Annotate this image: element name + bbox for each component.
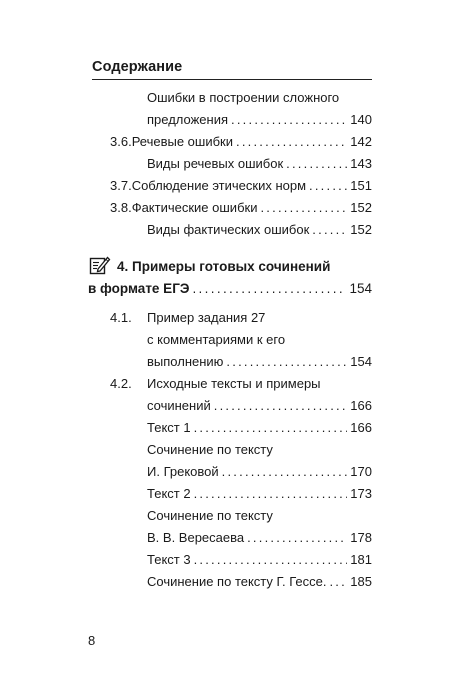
toc-entry[interactable]	[110, 134, 372, 150]
toc-entry[interactable]	[147, 156, 372, 172]
toc-entry[interactable]	[147, 420, 372, 436]
toc-entry[interactable]	[147, 552, 372, 568]
leader-dots	[312, 222, 347, 238]
toc-page-number: 152	[350, 222, 372, 237]
toc-entry-label: Соблюдение этических норм	[131, 178, 307, 193]
toc-page-number: 140	[350, 112, 372, 127]
leader-dots	[231, 112, 347, 128]
toc-entry[interactable]	[147, 354, 372, 370]
toc-entry-label: в формате ЕГЭ	[88, 281, 190, 296]
toc-page-number: 178	[350, 530, 372, 545]
toc-entry-text: Сочинение по тексту	[147, 508, 273, 523]
leader-dots	[329, 574, 347, 590]
leader-dots	[214, 398, 348, 414]
notepad-pencil-icon	[89, 254, 111, 276]
leader-dots	[222, 464, 348, 480]
toc-entry[interactable]	[147, 398, 372, 414]
toc-entry[interactable]	[147, 464, 372, 480]
leader-dots	[260, 200, 347, 216]
toc-entry-label: выполнению	[147, 354, 224, 369]
leader-dots	[194, 486, 348, 502]
toc-page-number: 152	[350, 200, 372, 215]
toc-entry[interactable]	[147, 112, 372, 128]
toc-entry[interactable]	[110, 200, 372, 216]
toc-entry-number: 3.6.	[110, 134, 132, 149]
leader-dots	[247, 530, 347, 546]
toc-entry-label: И. Грековой	[147, 464, 219, 479]
toc-entry-label: Текст 2	[147, 486, 191, 501]
header-divider	[92, 79, 372, 80]
toc-entry-label: Сочинение по тексту Г. Гессе.	[147, 574, 327, 589]
toc-page-number: 142	[350, 134, 372, 149]
toc-page-number: 154	[349, 281, 372, 296]
leader-dots	[194, 420, 348, 436]
toc-page-number: 170	[350, 464, 372, 479]
toc-entry-label: Виды фактических ошибок	[147, 222, 310, 237]
toc-entry-text: Ошибки в построении сложного	[147, 90, 340, 105]
toc-page-number: 151	[350, 178, 372, 193]
running-header-title: Содержание	[92, 59, 183, 75]
toc-page-number: 185	[350, 574, 372, 589]
toc-page-number: 181	[350, 552, 372, 567]
toc-entry-label: Текст 3	[147, 552, 191, 567]
toc-entry-number: 4.1.	[110, 310, 132, 325]
leader-dots	[226, 354, 347, 370]
leader-dots	[286, 156, 347, 172]
toc-entry-label: В. В. Вересаева	[147, 530, 245, 545]
toc-page-number: 166	[350, 420, 372, 435]
toc-entry-number: 3.7.	[110, 178, 132, 193]
section-heading: 4. Примеры готовых сочинений	[117, 259, 331, 274]
toc-page-number: 173	[350, 486, 372, 501]
toc-entry-label: Речевые ошибки	[131, 134, 233, 149]
toc-entry-label: предложения	[147, 112, 229, 127]
toc-entry[interactable]	[110, 178, 372, 194]
toc-entry-label: Фактические ошибки	[131, 200, 258, 215]
toc-entry-label: Виды речевых ошибок	[147, 156, 284, 171]
toc-entry-number: 4.2.	[110, 376, 132, 391]
toc-page-number: 166	[350, 398, 372, 413]
leader-dots	[309, 178, 347, 194]
toc-page-number: 143	[350, 156, 372, 171]
toc-entry[interactable]	[147, 530, 372, 546]
page-number: 8	[88, 633, 96, 648]
toc-entry-label: Текст 1	[147, 420, 191, 435]
toc-entry-text: Пример задания 27	[147, 310, 266, 325]
toc-entry-number: 3.8.	[110, 200, 132, 215]
toc-entry[interactable]	[147, 222, 372, 238]
toc-entry-text: Исходные тексты и примеры	[147, 376, 321, 391]
toc-entry[interactable]	[147, 486, 372, 502]
toc-entry-label: сочинений	[147, 398, 211, 413]
leader-dots	[192, 281, 346, 297]
toc-entry[interactable]	[147, 574, 372, 590]
toc-entry-text: с комментариями к его	[147, 332, 286, 347]
toc-entry-text: Сочинение по тексту	[147, 442, 273, 457]
leader-dots	[194, 552, 348, 568]
toc-section-entry[interactable]	[88, 281, 372, 297]
toc-page-number: 154	[350, 354, 372, 369]
leader-dots	[236, 134, 347, 150]
